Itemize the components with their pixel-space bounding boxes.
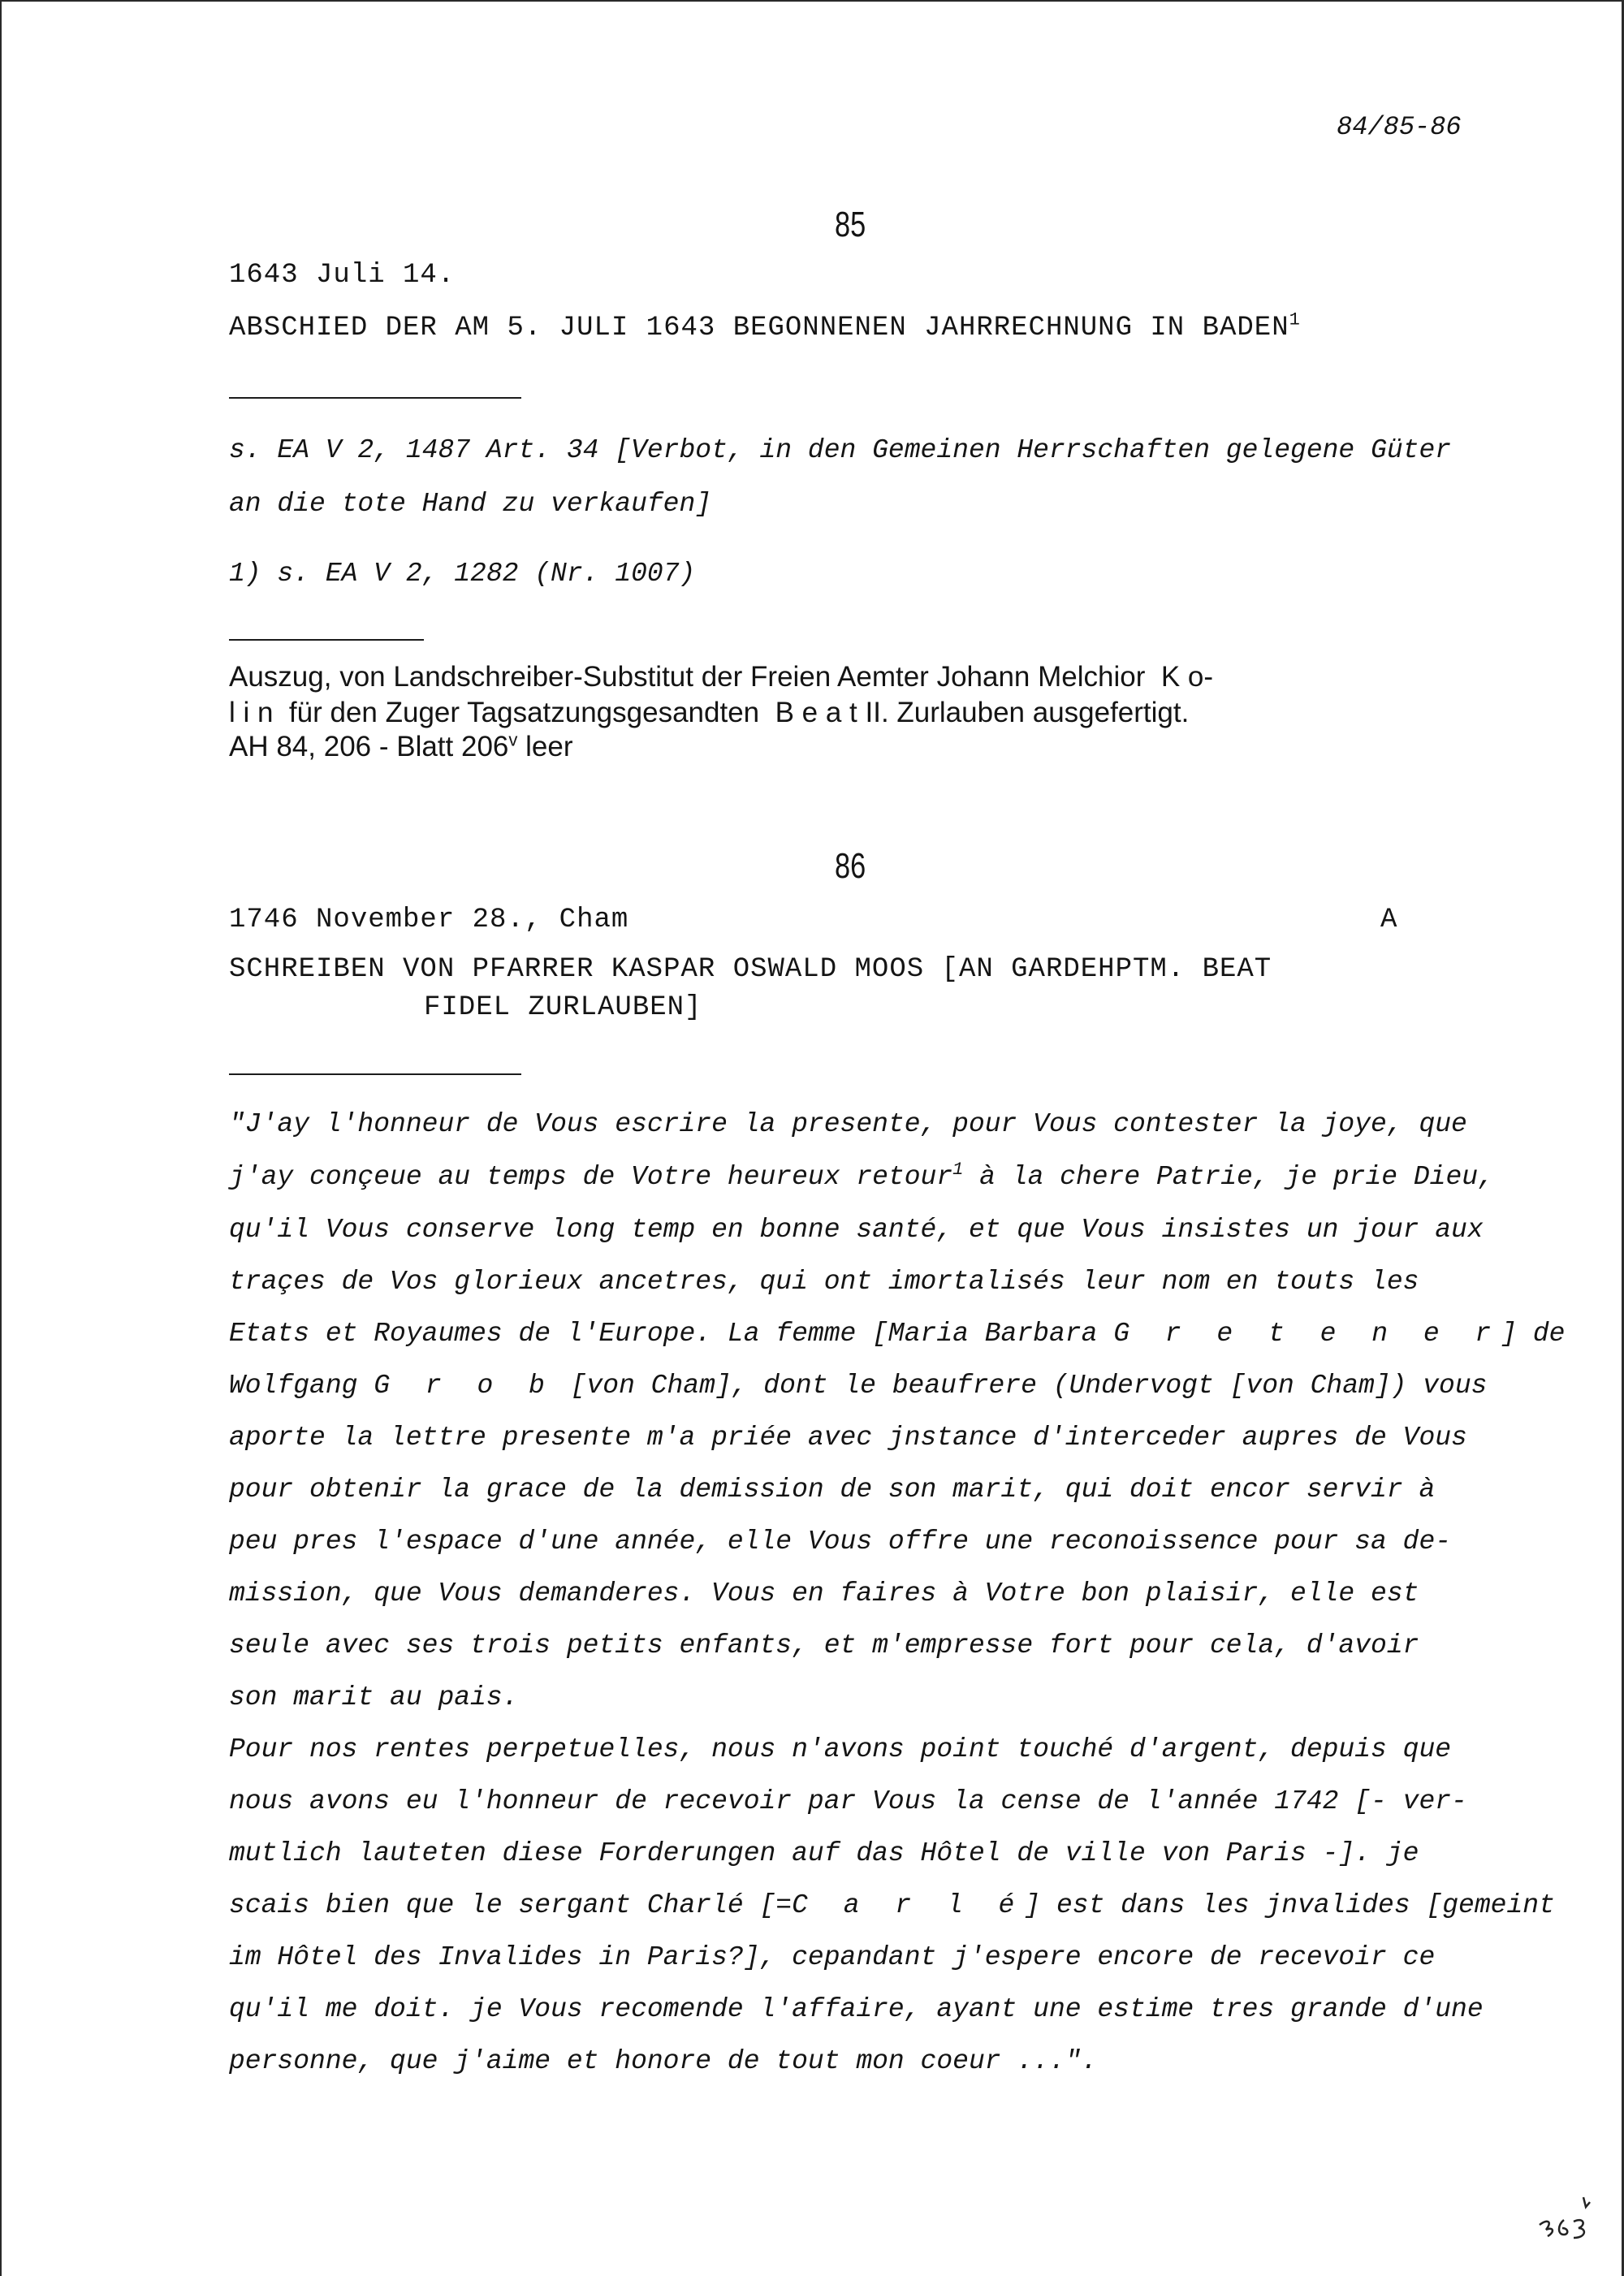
letter-line: pour obtenir la grace de la demission de son marit, qui doit encor servir à xyxy=(229,1475,1436,1505)
source-name-spaced: B e a t xyxy=(775,697,857,728)
letter-footnote-marker: 1 xyxy=(952,1160,964,1180)
letter-text: [von Cham], dont le beaufrere (Undervogt [von Cham]) vous xyxy=(554,1371,1488,1401)
entry-85-reference-line-1: s. EA V 2, 1487 Art. 34 [Verbot, in den Gemeinen Herrschaften gelegene Güter xyxy=(229,435,1452,465)
entry-86-marker: A xyxy=(1380,905,1398,935)
handwritten-stroke xyxy=(1583,2197,1590,2207)
entry-86-title-line-1: SCHREIBEN VON PFARRER KASPAR OSWALD MOOS [AN GARDEHPTM. BEAT xyxy=(229,954,1272,985)
letter-line: personne, que j'aime et honore de tout mon coeur ...". xyxy=(229,2046,1098,2076)
footnote-rule xyxy=(229,639,424,641)
letter-text: ] de xyxy=(1501,1319,1566,1349)
letter-line: peu pres l'espace d'une année, elle Vous offre une reconoissence pour sa de- xyxy=(229,1527,1452,1557)
page-border-left xyxy=(0,0,2,2276)
letter-line xyxy=(229,1319,1565,1349)
source-text: II. Zurlauben ausgefertigt. xyxy=(865,697,1190,728)
entry-85-source-line-2 xyxy=(229,697,1189,729)
letter-line: mutlich lauteten diese Forderungen auf das Hôtel de ville von Paris -]. je xyxy=(229,1838,1419,1868)
handwritten-stroke xyxy=(1574,2220,1584,2238)
letter-text: scais bien que le sergant Charlé [= xyxy=(229,1890,793,1920)
entry-85-footnote: 1) s. EA V 2, 1282 (Nr. 1007) xyxy=(229,559,696,589)
letter-name-spaced: G r o b xyxy=(374,1371,555,1401)
entry-85-footnote-marker: 1 xyxy=(1289,309,1301,330)
letter-line xyxy=(229,1890,1555,1920)
letter-line: son marit au pais. xyxy=(229,1682,519,1712)
letter-line: seule avec ses trois petits enfants, et m'empresse fort pour cela, d'avoir xyxy=(229,1630,1419,1661)
source-text: leer xyxy=(525,731,573,762)
document-reference: 84/85-86 xyxy=(1337,112,1462,142)
letter-text: ] est dans les jnvalides [gemeint xyxy=(1024,1890,1555,1920)
source-name-spaced: l i n xyxy=(229,697,274,728)
letter-line xyxy=(229,1162,1494,1192)
letter-text: à la chere Patrie, je prie Dieu, xyxy=(963,1162,1494,1192)
source-name-spaced: K o- xyxy=(1160,661,1214,693)
source-text: Auszug, von Landschreiber-Substitut der Freien Aemter Johann Melchior xyxy=(229,661,1146,693)
separator-rule xyxy=(229,397,521,399)
letter-line: traçes de Vos glorieux ancetres, qui ont imortalisés leur nom en touts les xyxy=(229,1267,1419,1297)
letter-text: Wolfgang xyxy=(229,1371,374,1401)
verso-marker: v xyxy=(508,729,518,750)
handwritten-stroke xyxy=(1540,2222,1553,2236)
entry-85-title xyxy=(229,309,1301,343)
handwritten-page-mark xyxy=(1535,2192,1600,2257)
entry-86-date: 1746 November 28., Cham xyxy=(229,905,629,935)
entry-85-reference-line-2: an die tote Hand zu verkaufen] xyxy=(229,489,712,519)
letter-line: im Hôtel des Invalides in Paris?], cepandant j'espere encore de recevoir ce xyxy=(229,1942,1436,1972)
entry-86-title-line-2: FIDEL ZURLAUBEN] xyxy=(424,992,702,1023)
entry-86-number: 86 xyxy=(835,846,866,886)
letter-line: "J'ay l'honneur de Vous escrire la presente, pour Vous contester la joye, que xyxy=(229,1109,1467,1139)
entry-85-date: 1643 Juli 14. xyxy=(229,260,456,291)
entry-85-number: 85 xyxy=(835,205,866,244)
source-text: für den Zuger Tagsatzungsgesandten xyxy=(288,697,760,728)
letter-line: aporte la lettre presente m'a priée avec jnstance d'interceder aupres de Vous xyxy=(229,1423,1467,1453)
entry-85-source-line-1 xyxy=(229,661,1213,693)
letter-line: nous avons eu l'honneur de recevoir par Vous la cense de l'année 1742 [- ver- xyxy=(229,1786,1467,1816)
entry-85-source-line-3 xyxy=(229,731,573,763)
letter-text: j'ay conçeue au temps de Votre heureux retour xyxy=(229,1162,953,1192)
letter-name-spaced: C a r l é xyxy=(792,1890,1025,1920)
letter-name-spaced: G r e t e n e r xyxy=(1113,1319,1501,1349)
page-border-top xyxy=(0,0,1624,2)
entry-85-title-text: ABSCHIED DER AM 5. JULI 1643 BEGONNENEN JAHRRECHNUNG IN BADEN xyxy=(229,313,1289,343)
letter-line: mission, que Vous demanderes. Vous en faires à Votre bon plaisir, elle est xyxy=(229,1579,1419,1609)
letter-line: Pour nos rentes perpetuelles, nous n'avons point touché d'argent, depuis que xyxy=(229,1734,1452,1764)
letter-line: qu'il me doit. je Vous recomende l'affaire, ayant une estime tres grande d'une xyxy=(229,1994,1484,2024)
letter-line xyxy=(229,1371,1487,1401)
separator-rule xyxy=(229,1073,521,1075)
letter-text: Etats et Royaumes de l'Europe. La femme [Maria Barbara xyxy=(229,1319,1114,1349)
handwritten-stroke xyxy=(1559,2220,1567,2235)
source-text: AH 84, 206 - Blatt 206 xyxy=(229,731,509,762)
letter-line: qu'il Vous conserve long temp en bonne santé, et que Vous insistes un jour aux xyxy=(229,1215,1484,1245)
